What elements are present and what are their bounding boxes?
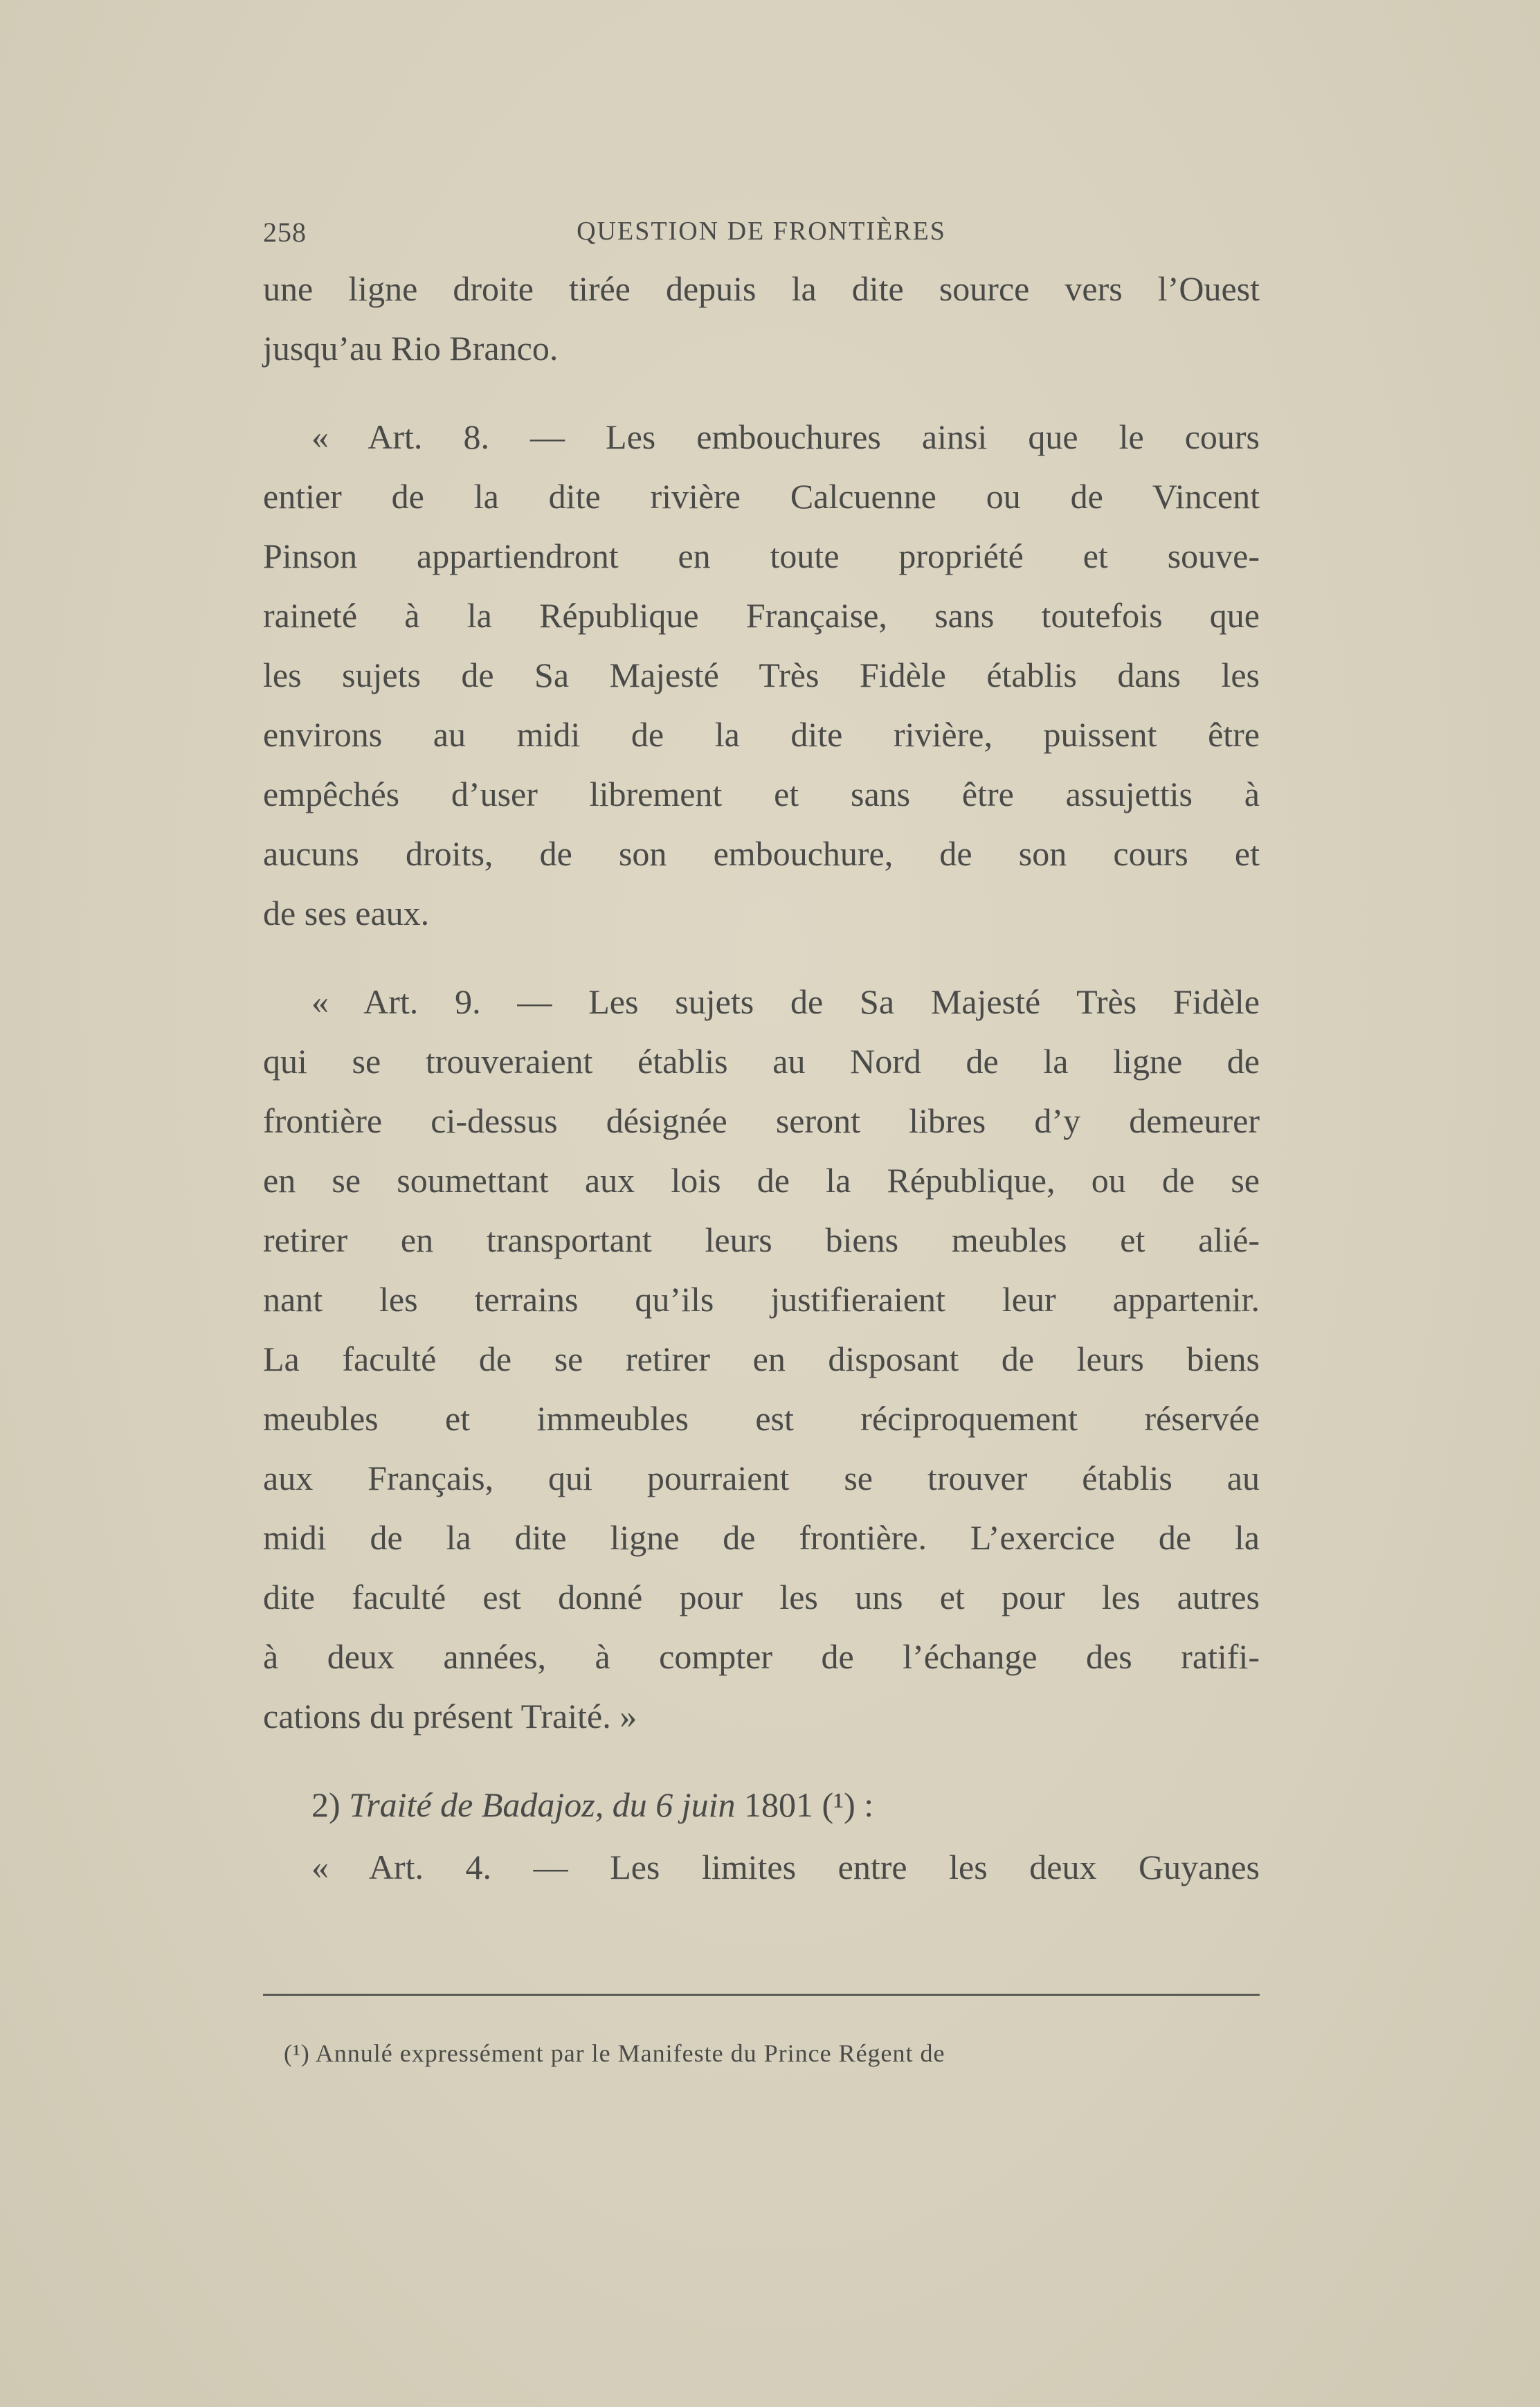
article-4 [263,1837,1260,1897]
text-line: Pinson appartiendront en toute propriété et souve- [263,537,1260,575]
text-line: nant les terrains qu’ils justifieraient leur appartenir. [263,1280,1260,1319]
text-line: jusqu’au Rio Branco. [263,329,559,368]
text-line: retirer en transportant leurs biens meubles et alié- [263,1220,1260,1259]
running-title: QUESTION DE FRONTIÈRES [577,217,946,246]
text-line: cations du présent Traité. » [263,1697,637,1736]
footnote-divider [263,1994,1260,1996]
text-line: « Art. 4. — Les limites entre les deux Guyanes [311,1848,1260,1886]
page-header [263,201,1260,256]
article-9 [263,972,1260,1746]
text-line: meubles et immeubles est réciproquement réservée [263,1399,1260,1438]
text-line: La faculté de se retirer en disposant de leurs biens [263,1340,1260,1378]
text-line: midi de la dite ligne de frontière. L’exercice de la [263,1518,1260,1557]
text-line: aucuns droits, de son embouchure, de son cours et [263,834,1260,873]
text-line: une ligne droite tirée depuis la dite source vers l’Ouest [263,269,1260,308]
text-line: « Art. 8. — Les embouchures ainsi que le cours [311,417,1260,456]
treaty-number: 2) [311,1785,341,1824]
text-line: « Art. 9. — Les sujets de Sa Majesté Très Fidèle [311,982,1260,1021]
text-line: les sujets de Sa Majesté Très Fidèle établis dans les [263,656,1260,694]
text-line: à deux années, à compter de l’échange des ratifi- [263,1637,1260,1676]
article-8 [263,407,1260,943]
footnote-reference: (¹) : [822,1785,874,1824]
treaty-year: 1801 [744,1785,814,1824]
text-line: qui se trouveraient établis au Nord de la ligne de [263,1042,1260,1081]
footnote: (¹) Annulé expressément par le Manifeste du Prince Régent de [284,2039,945,2067]
text-line: aux Français, qui pourraient se trouver établis au [263,1459,1260,1497]
book-page [263,201,1260,2067]
text-line: environs au midi de la dite rivière, puissent être [263,715,1260,754]
text-line: raineté à la République Française, sans toutefois que [263,596,1260,635]
body-text [263,259,1260,1897]
text-line: entier de la dite rivière Calcuenne ou de Vincent [263,477,1260,516]
text-line: en se soumettant aux lois de la République, ou de se [263,1161,1260,1200]
text-line: de ses eaux. [263,894,430,932]
paragraph-continuation [263,259,1260,378]
text-line: frontière ci-dessus désignée seront libres d’y demeurer [263,1101,1260,1140]
text-line: dite faculté est donné pour les uns et pour les autres [263,1578,1260,1616]
page-number: 258 [263,217,307,248]
treaty-heading [263,1775,1260,1834]
text-line: empêchés d’user librement et sans être assujettis à [263,775,1260,813]
treaty-title: Traité de Badajoz, du 6 juin [349,1785,736,1824]
